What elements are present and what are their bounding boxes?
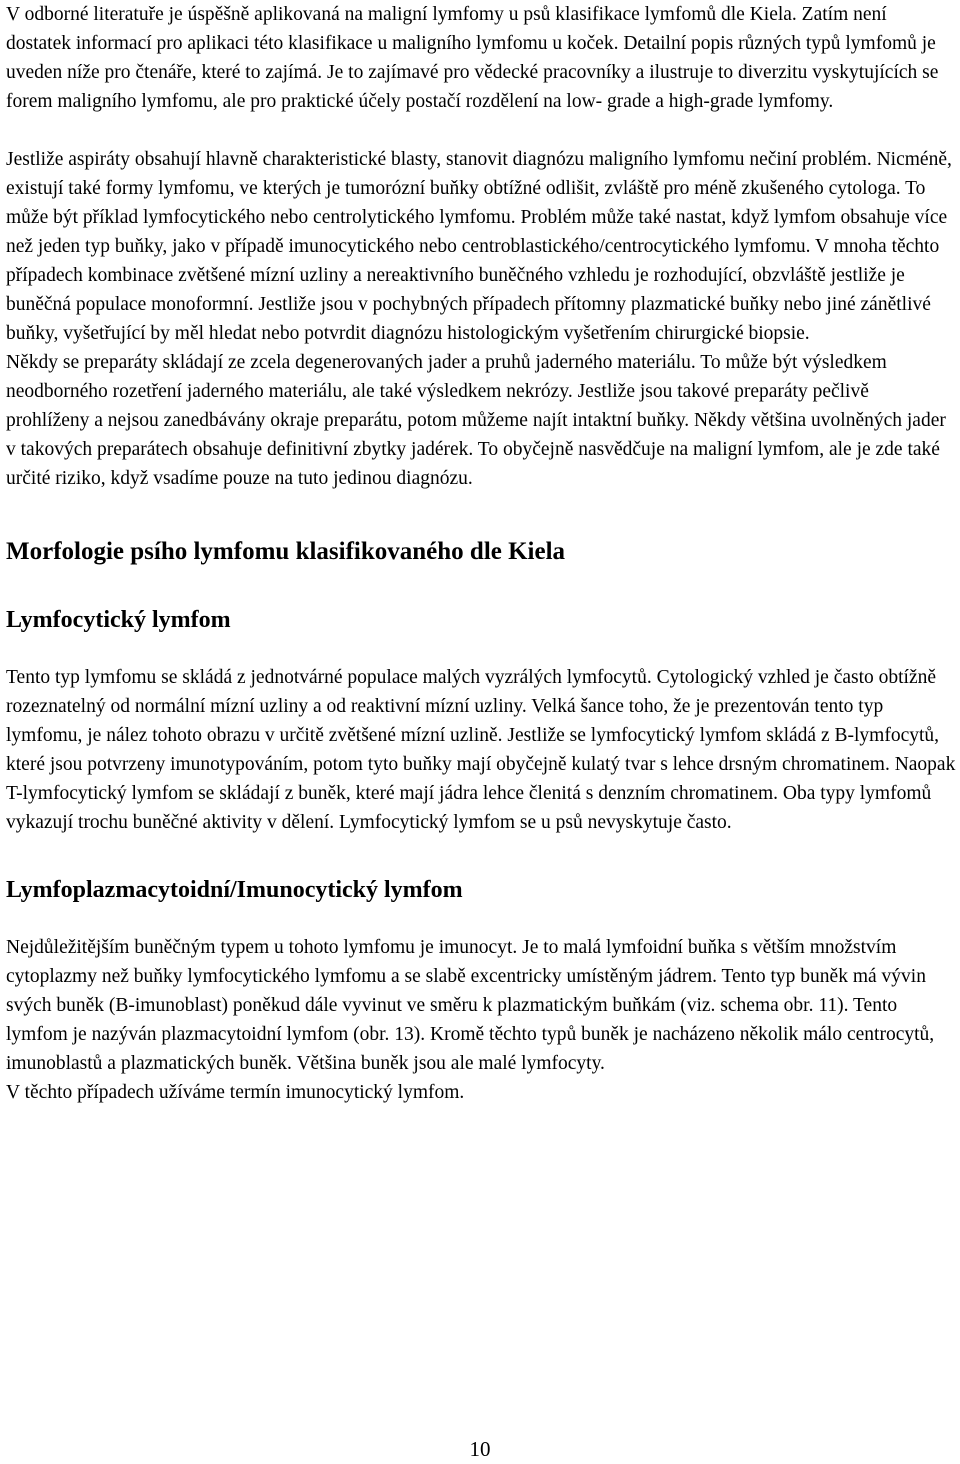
immunocytic-term-line: V těchto případech užíváme termín imunocytický lymfom. <box>6 1082 465 1103</box>
intro-paragraph-kiel-classification: V odborné literatuře je úspěšně aplikovaná na maligní lymfomy u psů klasifikace lymfomů dle Kiela. Zatím není dostatek informací pro aplikaci této klasifikace u maligního lymfomu u koček. Detailní popis různých typů lymfomů je uveden níže pro čtenáře, které to zajímá. Je to zajímavé pro vědecké pracovníky a ilustruje to diverzitu vyskytujících se forem maligního lymfomu, ale pro praktické účely postačí rozdělení na low- grade a high-grade lymfomy. <box>6 4 939 112</box>
section-heading-immunocytic: Lymfoplazmacytoidní/Imunocytický lymfom <box>6 877 463 903</box>
document-page <box>6 0 956 1107</box>
section-heading-lymphocytic: Lymfocytický lymfom <box>6 607 231 633</box>
degenerated-nuclei-paragraph: Někdy se preparáty skládají ze zcela degenerovaných jader a pruhů jaderného materiálu. To může být výsledkem neodborného rozetření jaderného materiálu, ale také výsledkem nekrózy. Jestliže jsou takové preparáty pečlivě prohlíženy a nejsou zanedbávány okraje preparátu, potom můžeme najít intaktní buňky. Někdy většina uvolněných jader v takových preparátech obsahuje definitivní zbytky jadérek. To obyčejně nasvědčuje na maligní lymfom, ale je zde také určité riziko, když vsadíme pouze na tuto jedinou diagnózu. <box>6 352 946 489</box>
lymphocytic-lymphoma-paragraph: Tento typ lymfomu se skládá z jednotvárné populace malých vyzrálých lymfocytů. Cytologický vzhled je často obtížně rozeznatelný od normální mízní uzliny a od reaktivní mízní uzliny. Velká šance toho, že je prezentován tento typ lymfomu, je nález tohoto obrazu v určitě zvětšené mízní uzlině. Jestliže se lymfocytický lymfom skládá z B-lymfocytů, které jsou potvrzeny imunotypováním, potom tyto buňky mají obyčejně kulatý tvar s lehce drsným chromatinem. Naopak T-lymfocytický lymfom se skládají z buněk, které mají jádra lehce členitá s denzním chromatinem. Oba typy lymfomů vykazují trochu buněčné aktivity v dělení. Lymfocytický lymfom se u psů nevyskytuje často. <box>6 667 956 833</box>
page-number: 10 <box>469 1437 491 1461</box>
immunocytic-lymphoma-paragraph: Nejdůležitějším buněčným typem u tohoto lymfomu je imunocyt. Je to malá lymfoidní buňka s větším množstvím cytoplazmy než buňky lymfocytického lymfomu a se slabě excentricky umístěným jádrem. Tento typ buněk má vývin svých buněk (B-imunoblast) poněkud dále vyvinut ve směru k plazmatickým buňkám (viz. schema obr. 11). Tento lymfom je nazýván plazmacytoidní lymfom (obr. 13). Kromě těchto typů buněk je nacházeno několik málo centrocytů, imunoblastů a plazmatických buněk. Většina buněk jsou ale malé lymfocyty. <box>6 937 935 1074</box>
main-heading: Morfologie psího lymfomu klasifikovaného dle Kiela <box>6 538 566 565</box>
aspirates-diagnosis-paragraph: Jestliže aspiráty obsahují hlavně charakteristické blasty, stanovit diagnózu maligního lymfomu nečiní problém. Nicméně, existují také formy lymfomu, ve kterých je tumorózní buňky obtížné odlišit, zvláště pro méně zkušeného cytologa. To může být příklad lymfocytického nebo centrolytického lymfomu. Problém může také nastat, když lymfom obsahuje více než jeden typ buňky, jako v případě imunocytického nebo centroblastického/centrocytického lymfomu. V mnoha těchto případech kombinace zvětšené mízní uzliny a nereaktivního buněčného vzhledu je rozhodující, obzvláště jestliže je buněčná populace monoformní. Jestliže jsou v pochybných případech přítomny plazmatické buňky nebo jiné zánětlivé buňky, vyšetřující by měl hledat nebo potvrdit diagnózu histologickým vyšetřením chirurgické biopsie. <box>6 149 952 344</box>
